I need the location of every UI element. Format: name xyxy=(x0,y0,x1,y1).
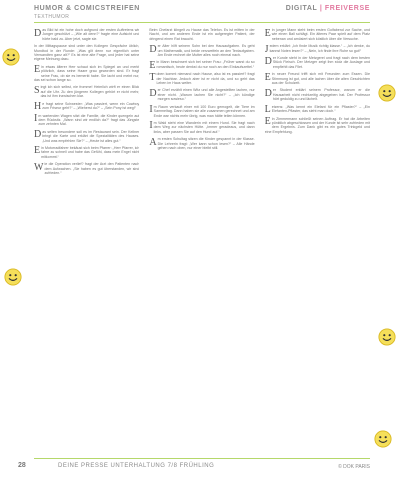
paragraph xyxy=(265,117,370,135)
drop-cap: T xyxy=(149,71,156,83)
drop-cap: W xyxy=(34,161,44,173)
drop-cap: D xyxy=(264,55,272,67)
header-divider xyxy=(34,22,370,23)
drop-cap: A xyxy=(149,136,157,148)
paragraph xyxy=(34,114,139,127)
paragraph xyxy=(149,105,254,118)
smiley-icon xyxy=(374,430,392,448)
paragraph xyxy=(149,137,254,150)
paragraph xyxy=(34,65,139,83)
header-right-label: DIGITAL xyxy=(285,5,318,12)
paragraph xyxy=(149,72,254,85)
paragraph xyxy=(265,28,370,41)
paragraph-text: in junger Mann steht beim ersten Golfabend zur Sache, und wie einen Ball schlägt. Ein älteres Paar spielt auf dem Platz nebenan und amüsiert sich köstlich über die Versuche. xyxy=(271,28,370,41)
paragraph-text: etzens: „Was kennt ein Elefant für ein Pflaster?“ – „Ein Elefanten-Pflaster, das sieht man doch.“ xyxy=(271,104,370,114)
paragraph-text: oben kommt niemand nach Hause, also ist es passiert? fragt der Nachbar. Jedoch aber ist er nicht da, und so geht das Leben im Haus weiter. xyxy=(156,72,255,86)
paragraph-text: in Mann beschwert sich bei seiner Frau: „Früher warst du so romantisch, heute denkst du nur noch an den Einkaufszettel.“ xyxy=(156,60,255,69)
paragraph-text: ie die Operation verlief? fragt der Arzt den Patienten nach dem Aufwachen. „Sie haben es gut überstanden, wir sind zufrieden.“ xyxy=(44,162,140,175)
smiley-icon xyxy=(4,268,22,286)
drop-cap: D xyxy=(264,87,272,99)
paragraph-text: in Zimmermann schließt seinen Auftrag. Er hat die Arbeiten pünktlich abgeschlossen und der Kunde ist sehr zufrieden mit dem Ergebnis. Zum Dank gibt es ein gutes Trinkgeld und eine Empfehlung. xyxy=(264,116,370,134)
drop-cap: L xyxy=(264,104,271,116)
paragraph-text: m ersten Schultag sitzen die Kinder gespannt in der Klasse. Die Lehrerin fragt: „Wer kann schon lesen?“ – Alle Hände gehen nach oben, nur einer bleibt still. xyxy=(157,137,255,150)
paragraph-text: edem erklärt: „Ich finde Musik richtig klasse.“ – „Ich denke, du kannst Noten lesen?“ – „Nein, ich finde ihre Ruhe so gut!“ xyxy=(269,44,370,53)
paragraph-text: as Bild ist ein hohe doch aufgrund der ersten Auftretens wir Junger geschützt – „Wie alt denn?“ fragte eine Aufsicht und hörte bald zu. Aber jetzt, sagte sie. xyxy=(42,28,140,41)
header-right: DIGITAL | FREIVERSE xyxy=(285,5,370,12)
section-subtitle: TEXTHUMOR xyxy=(34,14,70,20)
paragraph-text: er Chef erzählt einen Witz und alle Angestellten lachen, nur einer nicht. „Warum lachen Sie nicht?“ – „Ich kündige morgen sowieso.“ xyxy=(157,88,255,102)
drop-cap: D xyxy=(34,129,42,141)
paragraph xyxy=(265,44,370,53)
paragraph-text: m wartenden Wagen sitzt die Familie, die Kinder quengeln auf dem Rücksitz. „Wann sind wir endlich da?“ fragt das Jüngste zum zehnten Mal. xyxy=(38,113,140,127)
paragraph-text: as selten besondere soll es im Restaurant sein. Der Kellner bringt die Karte und erklärt die Spezialitäten des Hauses. „Und was empfehlen Sie?“ – „Heute ist alles gut.“ xyxy=(42,129,140,143)
paragraph xyxy=(149,44,254,57)
article-column-1 xyxy=(34,28,139,443)
drop-cap: E xyxy=(34,145,41,157)
article-column-2 xyxy=(149,28,254,443)
drop-cap: H xyxy=(34,101,42,113)
article-columns xyxy=(34,28,370,443)
section-title: HUMOR & COMICSTREIFEN xyxy=(34,5,140,12)
paragraph xyxy=(265,105,370,114)
drop-cap: E xyxy=(149,59,156,71)
paragraph xyxy=(265,56,370,69)
drop-cap: D xyxy=(34,28,42,39)
paragraph-text: Beim Chefarzt klingelt zu Hause das Telefon. Es ist mitten in der Nacht, und am anderen Ende ist ein aufgeregter Patient, der dringend einen Rat braucht. xyxy=(149,28,255,41)
header-right-accent: FREIVERSE xyxy=(324,5,370,12)
drop-cap: I xyxy=(149,104,153,116)
drop-cap: E xyxy=(264,71,271,83)
paragraph xyxy=(34,130,139,143)
paragraph xyxy=(34,85,139,98)
drop-cap: J xyxy=(264,43,269,55)
paragraph-text: er Alter hilft seinem Sohn bei den Hausaufgaben. Es geht um Mathematik, und beide verzweifeln an den Textaufgaben. Am Ende rechnet die Mutter alles noch einmal nach. xyxy=(157,44,255,58)
footer-divider xyxy=(34,458,370,459)
paragraph-text: er Kunde steht in der Metzgerei und fragt nach dem besten Stück Fleisch. Der Metzger zeigt ihm stolz die Auslage und empfiehlt das Filet. xyxy=(272,56,370,69)
drop-cap: D xyxy=(149,87,157,99)
paragraph-text: m Raum verkauft einer mit 100 Euro gemogelt, die Tiere im Sammeltag. Dann haben sie alle zusammen gerechnet und am Ende war nichts mehr übrig, was man hätte teilen können. xyxy=(153,104,255,118)
paragraph xyxy=(149,28,254,41)
paragraph-text: in neuer Freund trifft sich mit Freunden zum Essen. Die Stimmung ist gut, und alle lachen über die alten Geschichten aus der Schulzeit. xyxy=(271,72,370,86)
paragraph-text: in Motorradfahrer bekäust sich beim Pfarrer: „Herr Pfarrer, ich fahre zu schnell und habe das Gefühl, dass mein Engel nicht mitkommt.“ xyxy=(41,145,140,159)
paragraph xyxy=(34,162,139,175)
paragraph xyxy=(34,28,139,41)
paragraph-text: m Wald steht eine Wanderin mit einem Hund. Sie fragt nach dem Weg zur nächsten Hütte. „Immer geradeaus, und dann links, aber passen Sie auf den Hund auf.“ xyxy=(153,120,255,134)
drop-cap: I xyxy=(34,113,38,124)
paragraph xyxy=(149,60,254,69)
paragraph-text: e fragt seine Schwester: „Was passiert, wenn ein Cowboy zum Friseur geht?“ – „Wieherst du?“ – „Sein Pony ist weg!“ xyxy=(42,101,140,111)
drop-cap: I xyxy=(149,120,153,132)
paragraph xyxy=(265,72,370,85)
paragraph-text: In der Mittagspause sind unter den Kollegen Gespräche üblich, Mundtod in der Runde: „Was gilt denn nur eigentlich unter Verwandten ganz alt?“ Es ist eine alte Frage, und jeder hat seine eigene Meinung dazu. xyxy=(34,44,140,62)
drop-cap: E xyxy=(264,28,271,39)
drop-cap: D xyxy=(149,43,157,55)
paragraph xyxy=(34,102,139,111)
paragraph xyxy=(265,88,370,101)
paragraph xyxy=(149,88,254,101)
smiley-icon xyxy=(378,84,396,102)
article-column-3 xyxy=(265,28,370,443)
paragraph xyxy=(34,146,139,159)
copyright: © DOK PARIS xyxy=(338,464,370,470)
drop-cap: E xyxy=(264,116,271,127)
drop-cap: E xyxy=(34,64,41,76)
paragraph-text: ingt ich sich selbst, nie fromme! Heimlich wirft er einen Blick auf die Uhr. Zu den jüngeren Kollegen gehört er nicht mehr, das ist ihm inzwischen klar. xyxy=(40,85,140,99)
smiley-icon xyxy=(2,48,20,66)
drop-cap: S xyxy=(34,84,40,96)
paragraph xyxy=(149,121,254,134)
page-number: 28 xyxy=(18,462,26,469)
paragraph xyxy=(34,44,139,62)
paragraph-text: er Student erklärt seinem Professor, warum er die Hausarbeit nicht rechtzeitig abgegeben hat. Der Professor hört geduldig zu und lächelt. xyxy=(272,88,370,102)
paragraph-text: in etwas älterer Herr schaut sich im Spiegel an und merkt plötzlich, dass seine Haare grau geworden sind. Er fragt seine Frau, ob sie es bemerkt habe. Sie lacht und meint nur, das sei schon lange so. xyxy=(34,64,140,83)
smiley-icon xyxy=(378,328,396,346)
publication-title: DEINE PRESSE UNTERHALTUNG 7/8 FRÜHLING xyxy=(58,463,215,469)
